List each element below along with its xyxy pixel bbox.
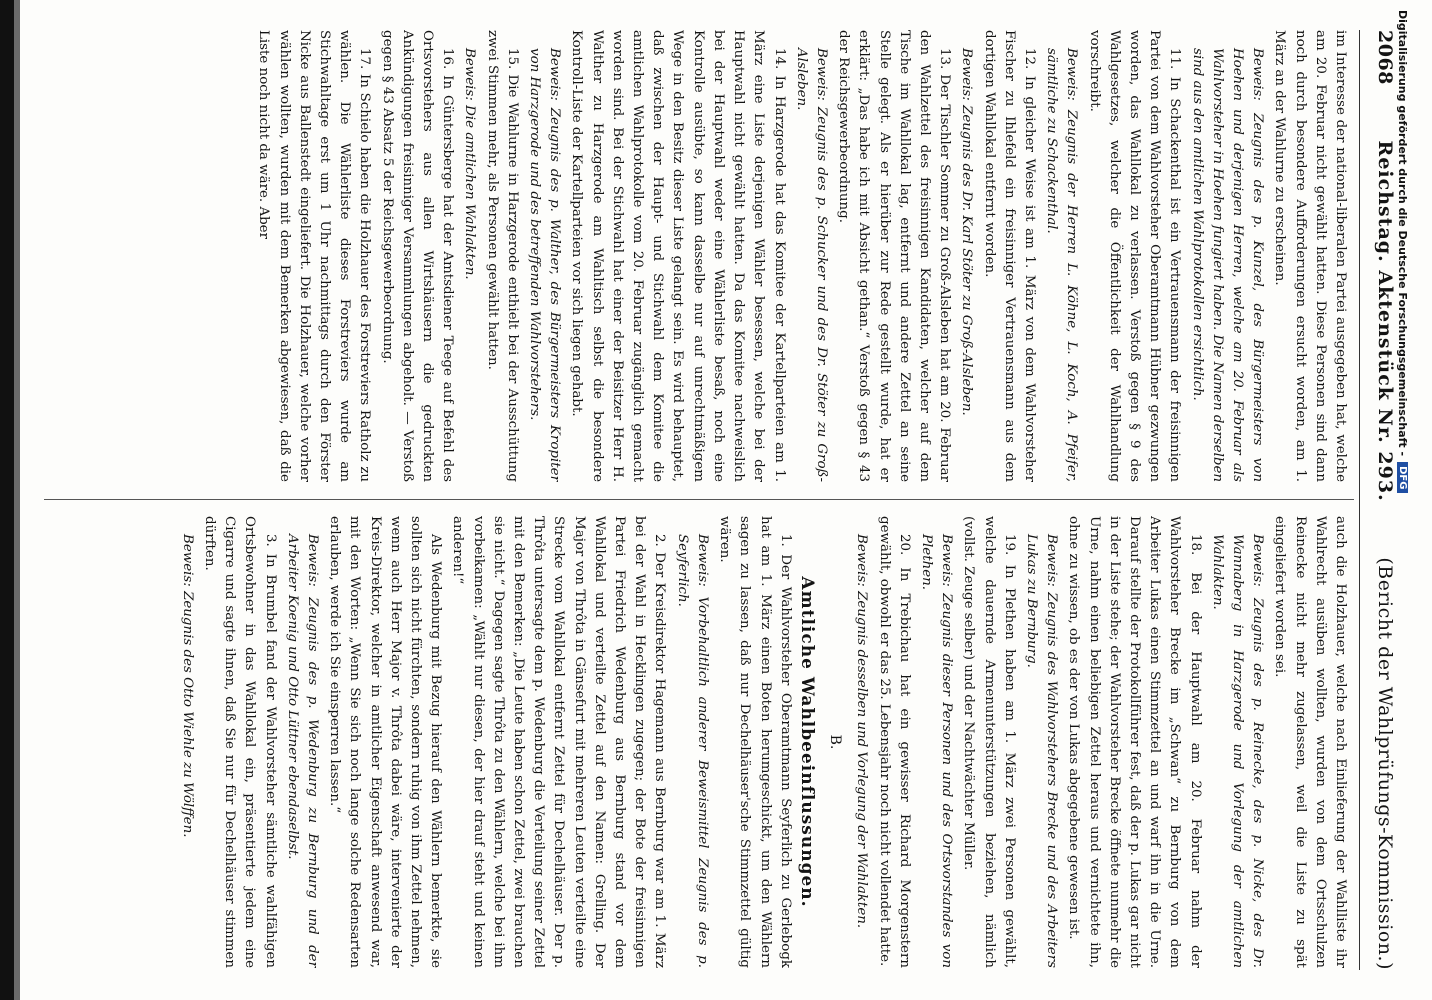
rotated-page bbox=[30, 30, 1410, 970]
body-paragraph: 20. In Trebichau hat ein gewisser Richard Morgenstern gewählt, obwohl er das 25. Lebensjahr noch nicht vollendet hatte. bbox=[876, 516, 912, 968]
page-title: Reichstag. Aktenstück Nr. 293. bbox=[1374, 140, 1396, 502]
evidence-paragraph: Beweis: Zeugnis des Wahlvorstehers Brecke und des Arbeiters Lukas zu Bernburg. bbox=[1023, 534, 1060, 968]
body-paragraph: im Interesse der national-liberalen Partei ausgegeben hat, welche am 20. Februar nicht gewählt hatten. Diese Personen sind dann noch durch besondere Aufforderungen ersucht worden, am 1. März an der Wahlurne zu erscheinen. bbox=[1272, 30, 1348, 482]
body-paragraph: 11. In Schackenthal ist ein Vertrauensmann der freisinnigen Partei von dem Wahlvorsteher Oberamtmann Hübner gezwungen worden, das Wahllokal zu verlassen. Verstoß gegen § 9 des Wahlgesetzes, welcher die Öffentlichkeit der Wahlhandlung vorschreibt. bbox=[1086, 30, 1183, 482]
dfg-label-text: Digitalisierung gefördert durch die Deutsche Forschungsgemeinschaft - bbox=[1396, 10, 1410, 457]
body-paragraph: 16. In Güntersberge hat der Amtsdiener Teege auf Befehl des Ortsvorstehers aus allen Wirtshäusern die gedruckten Ankündigungen freisinniger Versammlungen abgeholt. — Verstoß gegen § 43 Absatz 5 der Reichsgewerbeordnung. bbox=[379, 30, 456, 482]
evidence-paragraph: Beweis: Vorbehaltlich anderer Beweismittel Zeugnis des p. Seyferlich. bbox=[674, 534, 710, 968]
dfg-side-label bbox=[1394, 10, 1412, 730]
body-paragraph: 17. In Schielo haben die Holzhauer des Forstreviers Ratholz zu wählen. Die Wählerliste dieses Forstreviers wurde am Stichwahltage erst um 1 Uhr nachmittags durch den Förster Nicke aus Ballenstedt eingeliefert. Die Holzhauer, welche vorher wählen wollten, wurden mit dem Bemerken abgewiesen, daß die Liste noch nicht da wäre. Aber bbox=[256, 30, 373, 482]
body-paragraph: Als Wedenburg mit Bezug hierauf den Wählern bemerkte, sie sollten sich nicht fürchten, sondern ruhig von ihm Zettel nehmen, wenn auch Herr Major v. Thrôta dabei wäre, intervenierte der Kreis-Direktor, welcher in amtlicher Eigenschaft anwesend war, mit den Worten: „Wenn Sie sich noch lange solche Redensarten erlauben, werde ich Sie einsperren lassen.“ bbox=[327, 516, 444, 968]
body-paragraph: 2. Der Kreisdirektor Hagemann aus Bernburg war am 1. März bei der Wahl in Hecklingen zugegen; der Bote der freisinnigen Partei Friedrich Wedenburg aus Bernburg stand vor dem Wahllokal und verteilte Zettel auf den Namen: Grelling. Der Major von Thrôta in Gänsefurt mit mehreren Leuten verteilte eine Strecke vom Wahllokal entfernt Zettel für Dechelhäuser. Der p. Thrôta untersagte dem p. Wedenburg die Verteilung seiner Zettel mit den Bemerken: „Die Leute haben schon Zettel, zwei brauchen sie nicht.“ Dagegen sagte Thrôta zu den Wählern, welche bei ihm vorbeikamen: „Wählt nur diesen, der hier drauf steht und keinen anderen!“ bbox=[450, 516, 668, 968]
page-subtitle: (Bericht der Wahlprüfungs-Kommission.) bbox=[1374, 557, 1396, 970]
body-paragraph: 14. In Harzgerode hat das Komitee der Kartellparteien am 1. März eine Liste derjenigen Wähler besessen, welche bei der Hauptwahl nicht gewählt hatten. Da das Komitee nachweislich bei der Hauptwahl weder eine Wählerliste besaß, noch eine Kontrolle ausübte, so kann dasselbe nur auf unrechtmäßigem Wege in den Besitz dieser Liste gelangt sein. Es wird behauptet, daß zwischen der Haupt- und Stichwahl dem Komitee die amtlichen Wahlprotokolle vom 20. Februar zugänglich gemacht worden sind. Bei der Stichwahl hat einer der Beisitzer Herr H. Walther zu Harzgerode am Wahltisch selbst die besondere Kontroll-Liste der Kartellparteien vor sich liegen gehabt. bbox=[569, 30, 787, 482]
evidence-paragraph: Beweis: Die amtlichen Wahlakten. bbox=[462, 48, 478, 280]
column-divider bbox=[44, 499, 1354, 500]
section-heading: Amtliche Wahlbeeinflussungen. bbox=[796, 576, 817, 908]
evidence-paragraph: Beweis: Zeugnis des p. Reinecke, des p. Nicke, des Dr. Wannaberg in Harzgerode und Vorlegung der amtlichen Wahlakten. bbox=[1209, 534, 1266, 968]
body-paragraph: auch die Holzhauer, welche nach Einlieferung der Wahlliste ihr Wahlrecht ausüben wollten, wurden von dem Ortsschulzen Reinecke nicht mehr zugelassen, weil die Liste zu spät eingeliefert worden sei. bbox=[1272, 516, 1348, 968]
dfg-logo: DFG bbox=[1398, 462, 1409, 493]
evidence-paragraph: Beweis: Zeugnis des p. Walther, des Bürgermeisters Kropiter von Harzgerode und des betreffenden Wahlvorstehers. bbox=[527, 48, 563, 482]
body-paragraph: 3. In Brumbel fand der Wahlvorsteher sämtliche wahlfähigen Ortsbewohner in das Wahllokal ein, präsentierte jedem eine Cigarre und sagte ihnen, daß Sie nur für Dechelhäuser stimmen dürften. bbox=[202, 516, 278, 968]
body-paragraph: 13. Der Tischler Sommer zu Groß-Alsleben hat am 20. Februar den Wahlzettel des freisinnigen Kandidaten, welcher auf dem Tische im Wahllokal lag, entfernt und andere Zettel an seine Stelle gelegt. Als er hierüber zur Rede gestellt wurde, hat er erklärt: „Das habe ich mit Absicht gethan.“ Verstoß gegen § 43 der Reichsgewerbeordnung. bbox=[836, 30, 953, 482]
body-paragraph: 19. In Plethen haben am 1. März zwei Personen gewählt, welche dauernde Armenunterstützungen beziehen, nämlich (vollst. Zeuge selber) und der Nachtwächter Müller. bbox=[961, 516, 1017, 968]
evidence-paragraph: Beweis: Zeugnis des p. Wedenburg zu Bernburg und der Arbeiter Koenig und Otto Lüttner ebendaselbst. bbox=[284, 534, 321, 968]
right-column bbox=[50, 516, 1350, 968]
left-column bbox=[50, 30, 1350, 482]
scan-edge-dark bbox=[0, 0, 14, 1000]
body-paragraph: 18. Bei der Hauptwahl am 20. Februar nahm der Wahlvorsteher Brecke im „Schwan“ zu Bernburg von dem Arbeiter Lukas einen Stimmzettel an und warf ihn in die Urne. Darauf stellte der Protokollführer fest, daß der p. Lukas gar nicht in der Liste stehe; der Wahlvorsteher Brecke öffnete nunmehr die Urne, nahm einen beliebigen Zettel heraus und vernichtete ihn, ohne zu wissen, ob es der von Lukas abgegebene gewesen ist. bbox=[1066, 516, 1203, 968]
body-paragraph: 15. Die Wahlurne in Harzgerode enthielt bei der Ausschüttung zwei Stimmen mehr, als Personen gewählt hatten. bbox=[484, 30, 520, 482]
evidence-paragraph: Beweis: Zeugnis des p. Schucker und des Dr. Stöter zu Groß-Alsleben. bbox=[793, 48, 829, 482]
evidence-paragraph: Beweis: Zeugnis des p. Kunzel, des Bürgermeisters von Hoehen und derjenigen Herren, welche am 20. Februar als Wahlvorsteher in Hoehen fungiert haben. Die Namen derselben sind aus den amtlichen Wahlprotokollen ersichtlich. bbox=[1189, 48, 1266, 482]
body-paragraph: 1. Der Wahlvorsteher Oberamtmann Seyferlich zu Gerlebogk hat am 1. März einen Boten herumgeschickt, um den Wählern sagen zu lassen, daß nur Dechelhäuser'sche Stimmzettel gültig wären. bbox=[717, 516, 793, 968]
evidence-paragraph: Beweis: Zeugnis dieser Personen und des Ortsvorstandes von Plethen. bbox=[918, 534, 955, 968]
page-number: 2068 bbox=[1374, 30, 1396, 85]
scan-edge-gray bbox=[14, 0, 20, 1000]
evidence-paragraph: Beweis: Zeugnis des Dr. Karl Stöter zu Groß-Alsleben. bbox=[959, 48, 975, 416]
evidence-paragraph: Beweis: Zeugnis desselben und Vorlegung der Wahlakten. bbox=[854, 534, 870, 929]
section-letter: B. bbox=[827, 734, 844, 750]
evidence-paragraph: Beweis: Zeugnis der Herren L. Köhne, L. Koch, A. Pfeifer, sämtliche zu Schackenthal. bbox=[1044, 48, 1080, 482]
evidence-paragraph: Beweis: Zeugnis des Otto Wiehle zu Wölffen. bbox=[179, 534, 195, 838]
body-paragraph: 12. In gleicher Weise ist am 1. März von dem Wahlvorsteher Fischer zu Ihlefeld ein freisinniger Vertrauensmann aus dem dortigen Wahllokal entfernt worden. bbox=[981, 30, 1037, 482]
